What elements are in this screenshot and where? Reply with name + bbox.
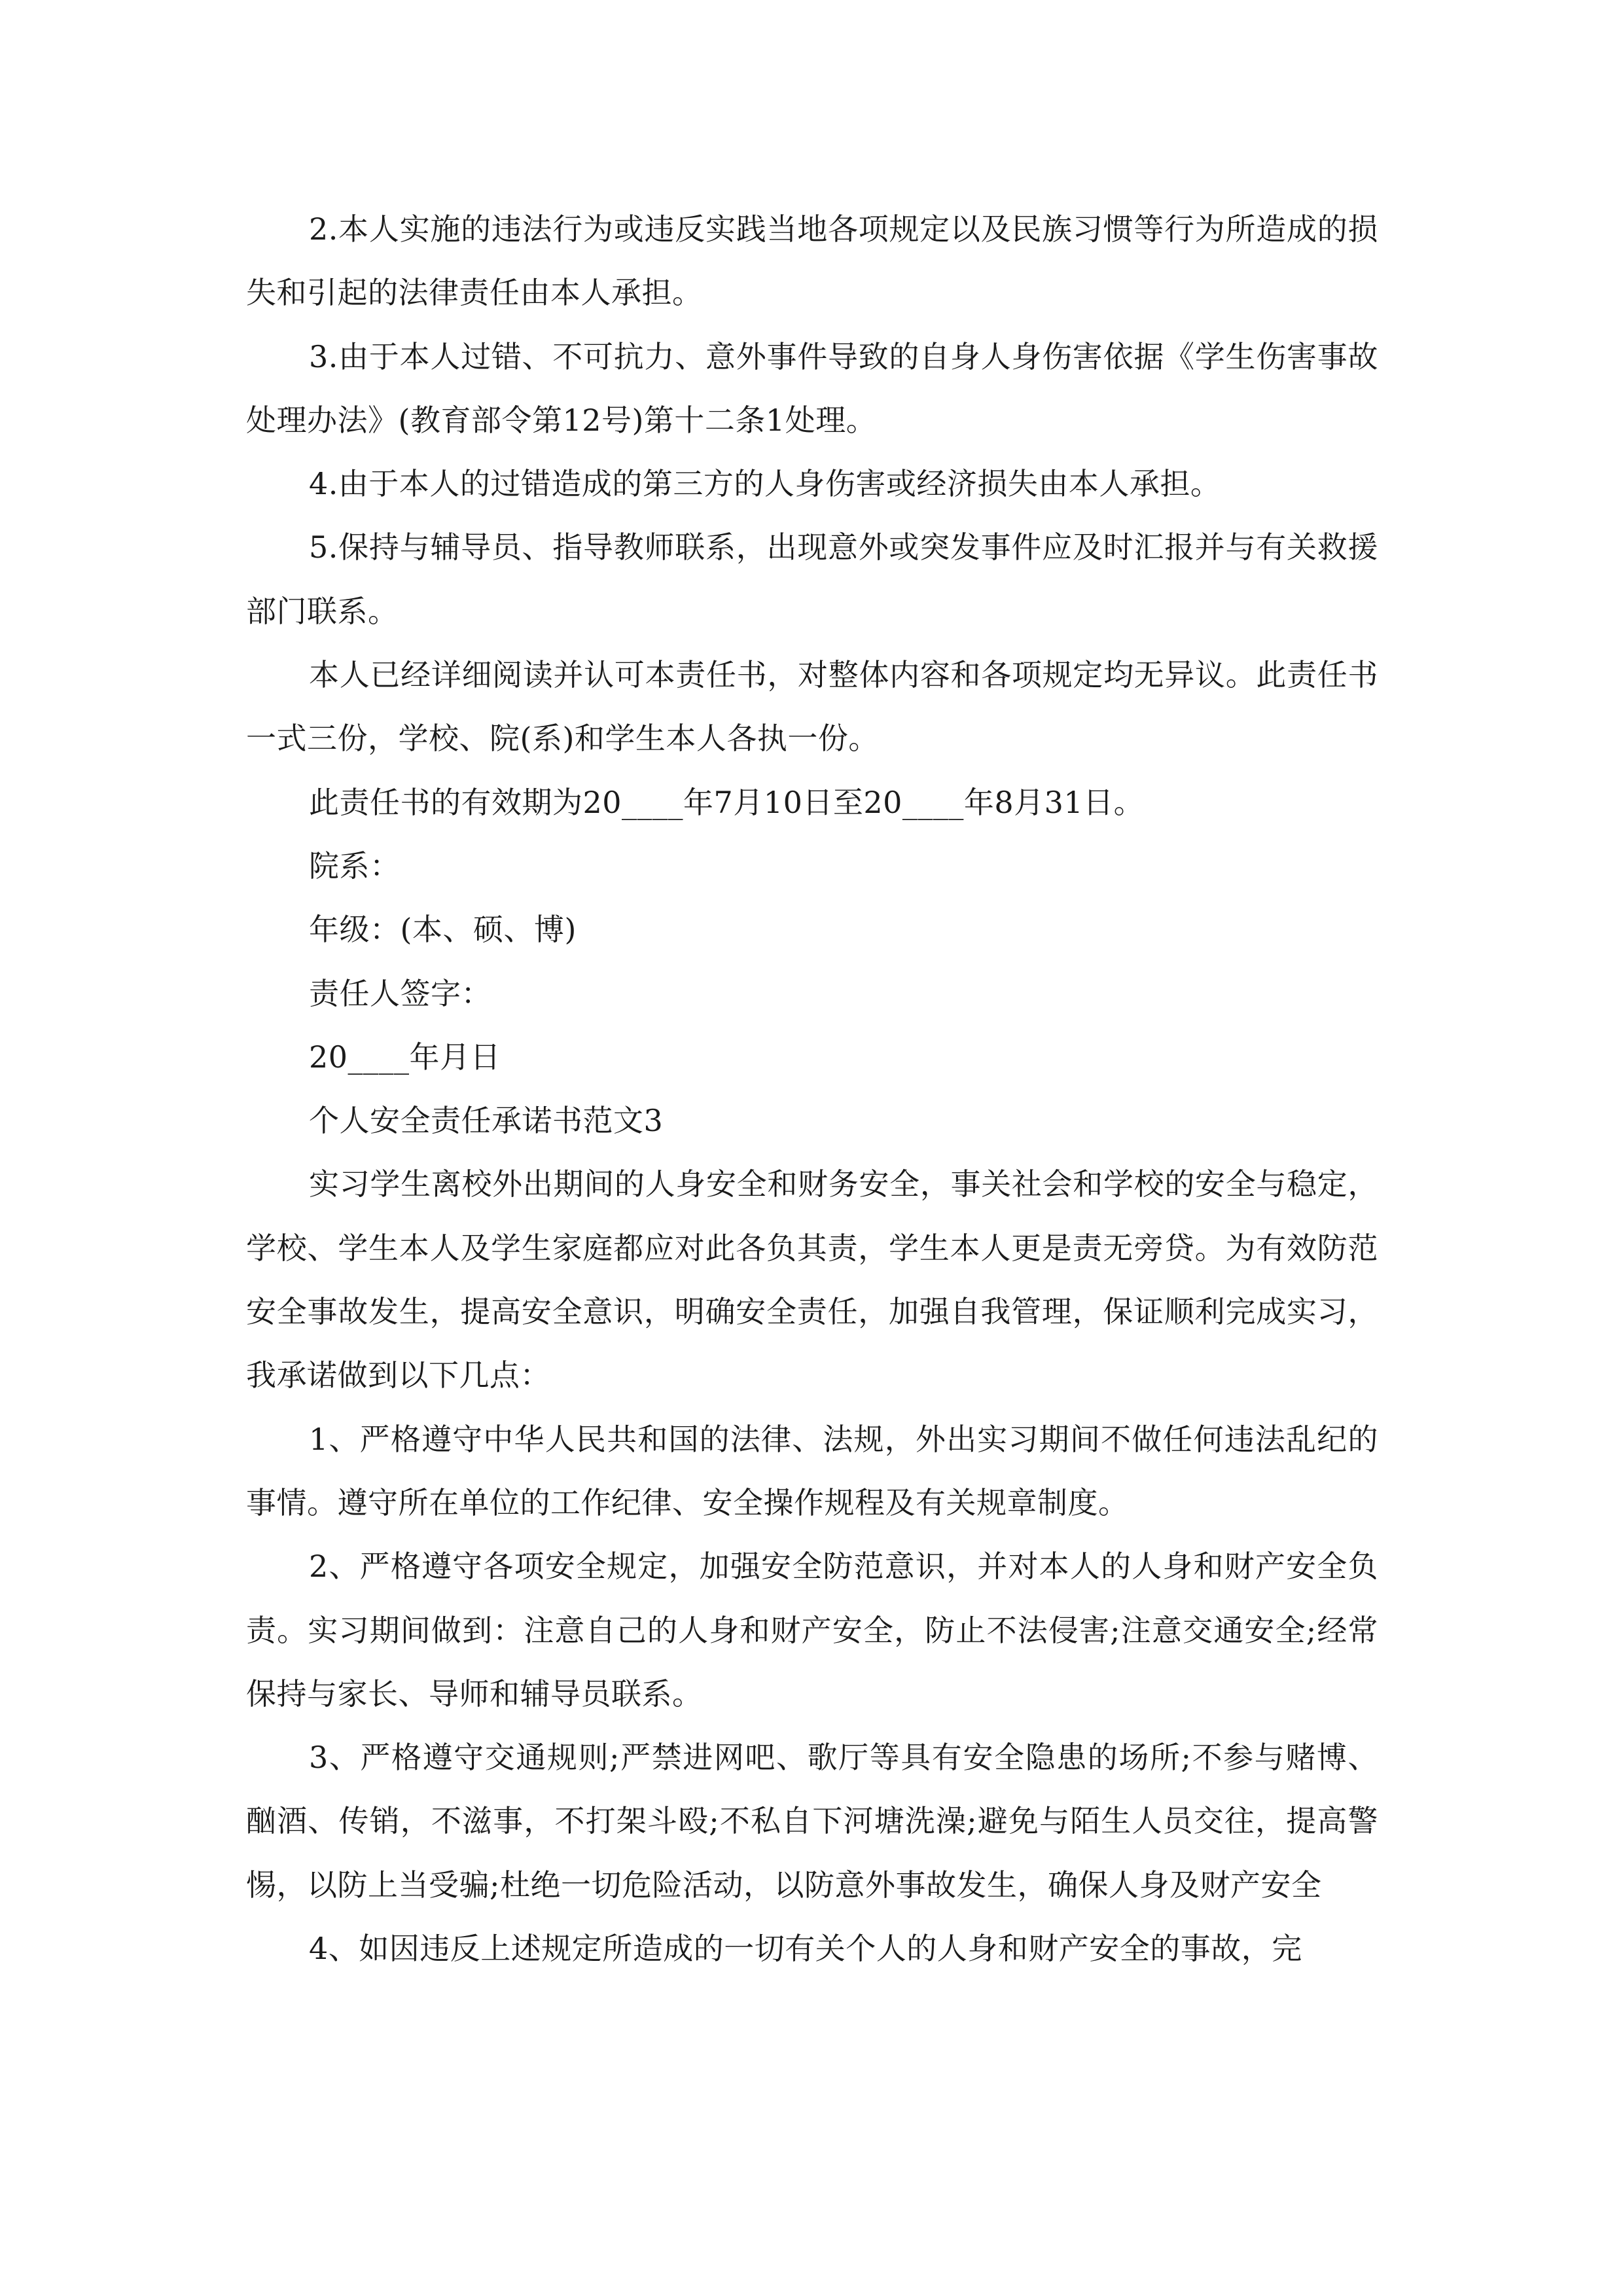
field-grade: 年级：(本、硕、博) bbox=[309, 912, 577, 948]
paragraph-pledge-4: 4、如因违反上述规定所造成的一切有关个人的人身和财产安全的事故，完 bbox=[309, 1931, 1302, 1967]
paragraph-pledge-1: 1、严格遵守中华人民共和国的法律、法规，外出实习期间不做任何违法乱纪的事情。遵守所在单位的工作纪律、安全操作规程及有关规章制度。 bbox=[246, 1421, 1378, 1520]
field-department: 院系： bbox=[309, 848, 401, 884]
paragraph-clause-2: 2.本人实施的违法行为或违反实践当地各项规定以及民族习惯等行为所造成的损失和引起的法律责任由本人承担。 bbox=[246, 211, 1378, 311]
paragraph-clause-5: 5.保持与辅导员、指导教师联系，出现意外或突发事件应及时汇报并与有关救援部门联系。 bbox=[246, 529, 1378, 629]
paragraph-pledge-2: 2、严格遵守各项安全规定，加强安全防范意识，并对本人的人身和财产安全负责。实习期间做到：注意自己的人身和财产安全，防止不法侵害;注意交通安全;经常保持与家长、导师和辅导员联系。 bbox=[246, 1549, 1378, 1712]
field-date: 20____年月日 bbox=[309, 1039, 501, 1075]
paragraph-clause-4: 4.由于本人的过错造成的第三方的人身伤害或经济损失由本人承担。 bbox=[309, 466, 1221, 502]
paragraph-pledge-3: 3、严格遵守交通规则;严禁进网吧、歌厅等具有安全隐患的场所;不参与赌博、酗酒、传销，不滋事，不打架斗殴;不私自下河塘洗澡;避免与陌生人员交往，提高警惕，以防上当受骗;杜绝一切危险活动，以防意外事故发生，确保人身及财产安全 bbox=[246, 1740, 1378, 1903]
paragraph-validity-period: 此责任书的有效期为20____年7月10日至20____年8月31日。 bbox=[309, 784, 1145, 820]
document-body bbox=[246, 198, 1378, 1981]
section-title: 个人安全责任承诺书范文3 bbox=[309, 1103, 664, 1139]
paragraph-intro: 实习学生离校外出期间的人身安全和财务安全，事关社会和学校的安全与稳定，学校、学生本人及学生家庭都应对此各负其责，学生本人更是责无旁贷。为有效防范安全事故发生，提高安全意识，明确安全责任，加强自我管理，保证顺利完成实习，我承诺做到以下几点： bbox=[246, 1166, 1378, 1393]
field-signature: 责任人签字： bbox=[309, 975, 491, 1011]
paragraph-acknowledgement: 本人已经详细阅读并认可本责任书，对整体内容和各项规定均无异议。此责任书一式三份，学校、院(系)和学生本人各执一份。 bbox=[246, 657, 1378, 757]
paragraph-clause-3: 3.由于本人过错、不可抗力、意外事件导致的自身人身伤害依据《学生伤害事故处理办法》(教育部令第12号)第十二条1处理。 bbox=[246, 338, 1378, 438]
